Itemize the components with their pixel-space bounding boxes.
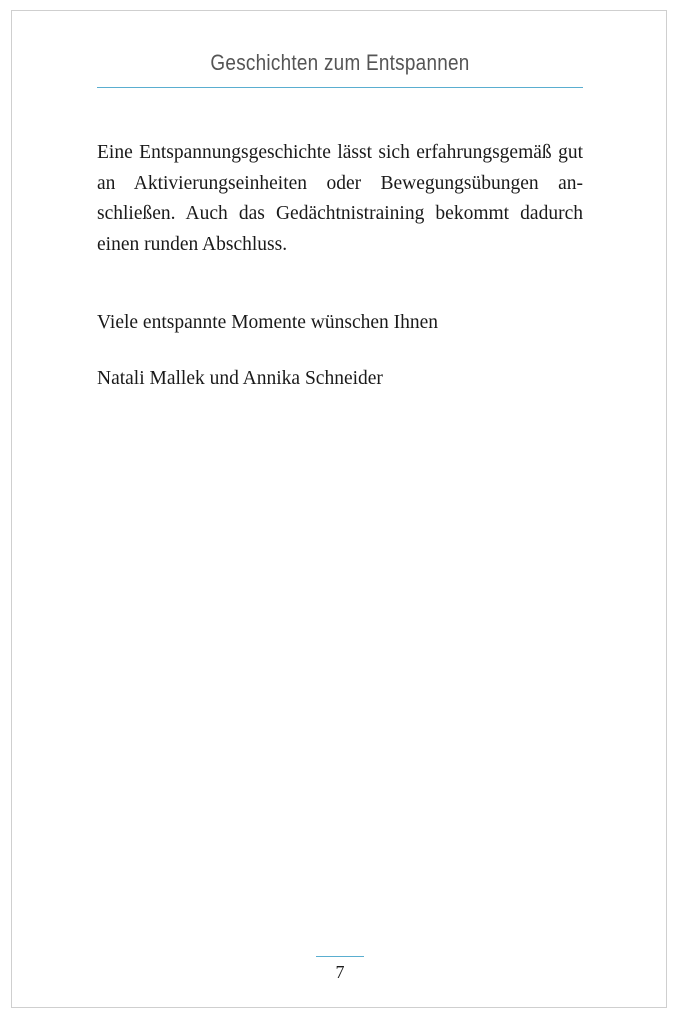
header-divider xyxy=(97,87,583,88)
page-number: 7 xyxy=(335,962,345,982)
closing-line: Viele entspannte Momente wünschen Ihnen xyxy=(97,312,439,333)
body-paragraph-intro: Eine Entspannungsgeschichte lässt sich erfahrungsgemäß gut an Aktivierungseinheiten oder Bewegungsübungen anschließen. Auch das Gedächtnistraining bekommt dadurch einen runden Abschluss. xyxy=(97,142,583,255)
footer-divider xyxy=(316,956,364,957)
authors-signature: Natali Mallek und Annika Schneider xyxy=(97,368,383,389)
running-head-title: Geschichten zum Entspannen xyxy=(210,50,470,75)
